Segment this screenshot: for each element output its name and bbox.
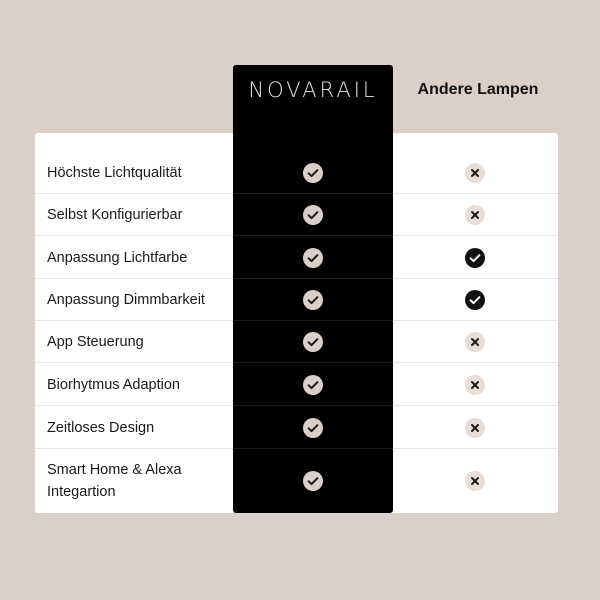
check-circle-icon xyxy=(465,248,485,268)
table-row xyxy=(35,363,558,406)
check-circle-icon xyxy=(303,248,323,268)
x-circle-icon xyxy=(465,418,485,438)
check-circle-icon xyxy=(303,418,323,438)
table-row xyxy=(35,406,558,449)
x-circle-icon xyxy=(465,163,485,183)
check-circle-icon xyxy=(303,471,323,491)
feature-label: Zeitloses Design xyxy=(47,419,155,436)
table-row xyxy=(35,236,558,279)
feature-label: Anpassung Dimmbarkeit xyxy=(47,292,205,308)
brand-logo: NOVARAIL xyxy=(248,78,378,102)
table-row xyxy=(35,279,558,321)
x-circle-icon xyxy=(465,471,485,491)
feature-label: Selbst Konfigurierbar xyxy=(47,207,183,223)
table-row xyxy=(35,194,558,236)
check-circle-icon xyxy=(303,375,323,395)
check-circle-icon xyxy=(303,163,323,183)
feature-label: Höchste Lichtqualität xyxy=(47,165,182,181)
table-row xyxy=(35,449,558,513)
check-circle-icon xyxy=(465,290,485,310)
check-circle-icon xyxy=(303,332,323,352)
feature-label: Anpassung Lichtfarbe xyxy=(47,249,188,266)
feature-label: Biorhytmus Adaption xyxy=(47,376,180,393)
check-circle-icon xyxy=(303,205,323,225)
x-circle-icon xyxy=(465,205,485,225)
table-row xyxy=(35,321,558,363)
table-row xyxy=(35,152,558,194)
competitor-header: Andere Lampen xyxy=(417,81,539,98)
x-circle-icon xyxy=(465,375,485,395)
feature-label: Smart Home & Alexa Integartion xyxy=(47,462,182,500)
feature-label: App Steuerung xyxy=(47,334,144,350)
check-circle-icon xyxy=(303,290,323,310)
x-circle-icon xyxy=(465,332,485,352)
